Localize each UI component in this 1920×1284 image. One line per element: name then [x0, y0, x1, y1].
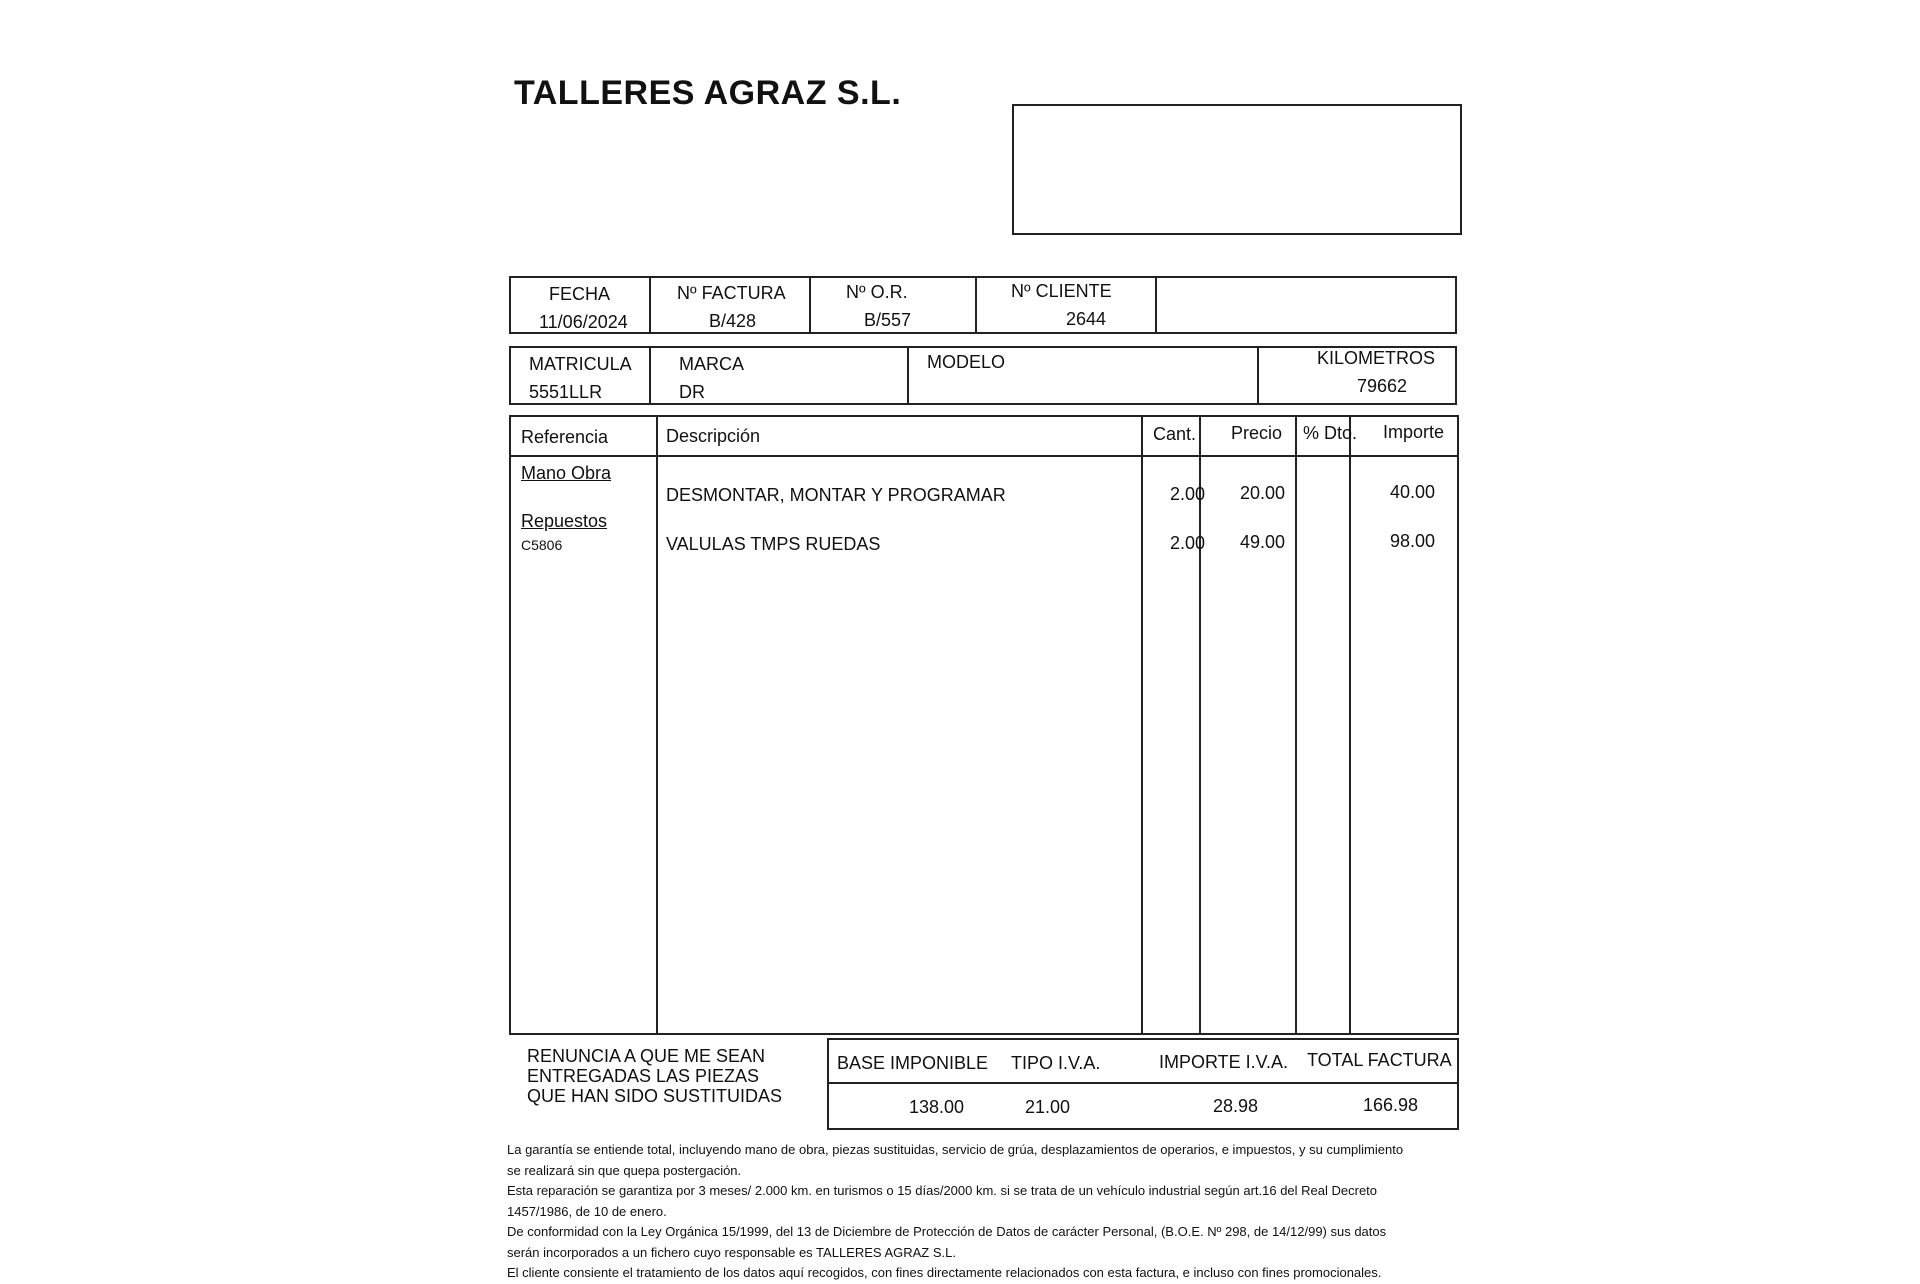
legal-line-4: 1457/1986, de 10 de enero. — [507, 1203, 667, 1219]
cliente-value: 2644 — [1066, 309, 1107, 329]
invoice-header-table — [509, 276, 1457, 334]
legal-text — [507, 1140, 1467, 1284]
renuncia-text — [527, 1046, 827, 1106]
fecha-label: FECHA — [549, 284, 611, 304]
section-mano-obra: Mano Obra — [521, 463, 612, 483]
tipo-label: TIPO I.V.A. — [1011, 1053, 1101, 1073]
line-1-descripcion: DESMONTAR, MONTAR Y PROGRAMAR — [666, 485, 1006, 505]
line-2-referencia: C5806 — [521, 537, 563, 553]
legal-line-6: serán incorporados a un fichero cuyo responsable es TALLERES AGRAZ S.L. — [507, 1244, 956, 1260]
legal-line-1: La garantía se entiende total, incluyendo mano de obra, piezas sustituidas, servicio de grúa, desplazamientos de operarios, e impuestos, y su cumplimiento — [507, 1142, 1404, 1157]
line-1-cant: 2.00 — [1169, 484, 1205, 504]
renuncia-line-1: RENUNCIA A QUE ME SEAN — [527, 1046, 766, 1066]
line-2-cant: 2.00 — [1169, 533, 1205, 553]
or-value: B/557 — [864, 310, 912, 330]
tipo-value: 21.00 — [1025, 1097, 1071, 1117]
legal-line-5: De conformidad con la Ley Orgánica 15/1999, del 13 de Diciembre de Protección de Datos de carácter Personal, (B.O.E. Nº 298, de 14/12/99) sus datos — [507, 1224, 1387, 1239]
line-items-table — [509, 415, 1459, 1035]
col-importe: Importe — [1383, 422, 1445, 442]
iva-value: 28.98 — [1213, 1096, 1259, 1116]
km-label: KILOMETROS — [1317, 348, 1436, 368]
base-label: BASE IMPONIBLE — [837, 1053, 989, 1073]
customer-address-box — [1012, 104, 1462, 235]
or-label: Nº O.R. — [846, 282, 908, 302]
matricula-value: 5551LLR — [529, 382, 603, 402]
base-value: 138.00 — [909, 1097, 965, 1117]
col-cant: Cant. — [1153, 424, 1197, 444]
line-1-precio: 20.00 — [1239, 483, 1285, 503]
line-1-importe: 40.00 — [1389, 482, 1435, 502]
total-label: TOTAL FACTURA — [1307, 1050, 1452, 1070]
cliente-label: Nº CLIENTE — [1011, 281, 1112, 301]
marca-value: DR — [679, 382, 705, 402]
col-referencia: Referencia — [521, 427, 609, 447]
col-descripcion: Descripción — [666, 426, 761, 446]
km-value: 79662 — [1357, 376, 1408, 396]
matricula-label: MATRICULA — [529, 354, 632, 374]
modelo-label: MODELO — [927, 352, 1006, 372]
marca-label: MARCA — [679, 354, 745, 374]
vehicle-table — [509, 346, 1457, 405]
fecha-value: 11/06/2024 — [539, 312, 628, 332]
factura-value: B/428 — [709, 311, 757, 331]
line-2-importe: 98.00 — [1389, 531, 1435, 551]
totals-table — [827, 1038, 1459, 1130]
company-name: TALLERES AGRAZ S.L. — [514, 74, 902, 112]
renuncia-line-3: QUE HAN SIDO SUSTITUIDAS — [527, 1086, 783, 1106]
legal-line-3: Esta reparación se garantiza por 3 meses/ 2.000 km. en turismos o 15 días/2000 km. si se trata de un vehículo industrial según art.16 del Real Decreto — [507, 1183, 1378, 1198]
legal-line-7: El cliente consiente el tratamiento de los datos aquí recogidos, con fines directamente relacionados con esta factura, e incluso con fines promocionales. — [507, 1265, 1382, 1280]
total-value: 166.98 — [1363, 1095, 1419, 1115]
line-2-descripcion: VALULAS TMPS RUEDAS — [666, 534, 881, 554]
iva-label: IMPORTE I.V.A. — [1159, 1052, 1289, 1072]
factura-label: Nº FACTURA — [677, 283, 786, 303]
section-repuestos: Repuestos — [521, 511, 608, 531]
legal-line-2: se realizará sin que quepa postergación. — [507, 1162, 742, 1178]
line-2-precio: 49.00 — [1239, 532, 1285, 552]
col-precio: Precio — [1231, 423, 1283, 443]
renuncia-line-2: ENTREGADAS LAS PIEZAS — [527, 1066, 760, 1086]
col-dto: % Dto. — [1303, 423, 1358, 443]
